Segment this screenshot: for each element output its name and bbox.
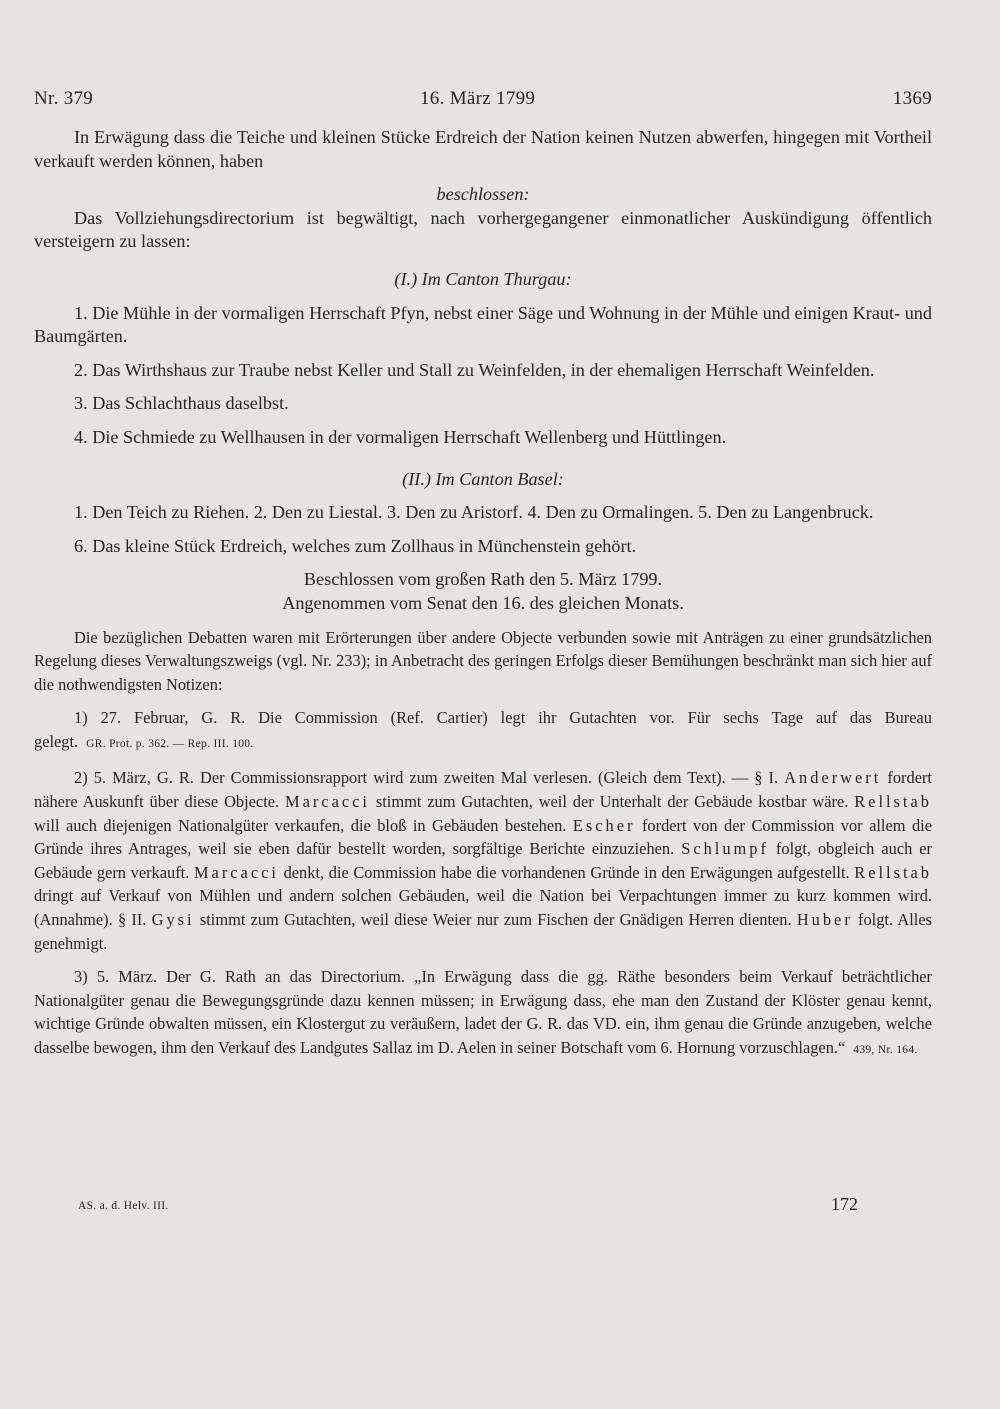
resolution-senate: Angenommen vom Senat den 16. des gleichen Monats. — [282, 592, 684, 613]
basel-heading: (II.) Im Canton Basel: — [402, 468, 564, 489]
speaker-name: Rellstab — [854, 792, 932, 812]
basel-item: 1. Den Teich zu Riehen. 2. Den zu Liestal. 3. Den zu Aristorf. 4. Den zu Ormalingen. 5. Den zu Langenbruck. — [74, 502, 874, 523]
note-1 — [34, 706, 932, 756]
note-2-text: will auch diejenigen Nationalgüter verkaufen, die bloß in Gebäuden bestehen. — [34, 815, 567, 835]
notes-intro: Die bezüglichen Debatten waren mit Erörterungen über andere Objecte verbunden sowie mit Anträgen zu einer grundsätzlichen Regelung dieses Verwaltungszweigs (vgl. Nr. 233); in Anbetracht des geringen Erfolgs dieser Bemühungen beschränkt man sich hier auf die nothwendigsten Notizen: — [34, 627, 932, 694]
directorium-paragraph: Das Vollziehungsdirectorium ist begwältigt, nach vorhergegangener einmonatlicher Auskündigung öffentlich versteigern zu lassen: — [34, 207, 932, 252]
note-2-text: folgt. Alles genehmigt. — [34, 910, 932, 953]
sheet-number: 172 — [831, 1194, 858, 1214]
speaker-name: Gysi — [151, 910, 195, 930]
note-2-text: 2) 5. März, G. R. Der Commissionsrapport wird zum zweiten Mal verlesen. (Gleich dem Text). — § I. — [74, 768, 779, 788]
document-number: Nr. 379 — [34, 88, 94, 109]
note-3-reference: 439, Nr. 164. — [853, 1044, 918, 1056]
note-2 — [34, 766, 932, 955]
thurgau-heading: (I.) Im Canton Thurgau: — [394, 268, 572, 289]
note-2-text: dringt auf Verkauf von Mühlen und andern solchen Gebäuden, weil die Nation bei Verpachtungen immer zu kurz kommen wird. (Annahme). § II. — [34, 886, 932, 930]
speaker-name: Marcacci — [285, 792, 370, 812]
signature-mark: AS. a. d. Helv. III. — [78, 1200, 169, 1212]
basel-item: 6. Das kleine Stück Erdreich, welches zum Zollhaus in Münchenstein gehört. — [74, 535, 637, 556]
resolution-great-council: Beschlossen vom großen Rath den 5. März 1799. — [303, 569, 663, 590]
speaker-name: Rellstab — [854, 862, 932, 882]
intro-paragraph: In Erwägung dass die Teiche und kleinen Stücke Erdreich der Nation keinen Nutzen abwerfen, hingegen mit Vortheil verkauft werden können, haben — [34, 127, 932, 171]
thurgau-item: 2. Das Wirthshaus zur Traube nebst Keller und Stall zu Weinfelden, in der ehemaligen Herrschaft Weinfelden. — [74, 359, 875, 380]
speaker-name: Marcacci — [193, 862, 279, 882]
beschlossen-heading: beschlossen: — [436, 184, 530, 205]
note-2-text: stimmt zum Gutachten, weil der Unterhalt der Gebäude kostbar wäre. — [375, 792, 849, 812]
note-1-reference: GR. Prot. p. 362. — Rep. III. 100. — [86, 737, 254, 750]
note-3 — [34, 965, 932, 1062]
note-2-text: stimmt zum Gutachten, weil diese Weier nur zum Fischen der Gnädigen Herren dienten. — [199, 910, 792, 930]
notes-section — [34, 626, 932, 1063]
speaker-name: Anderwert — [784, 768, 882, 788]
note-2-text: fordert von der Commission vor allem die Gründe ihres Antrages, weil sie eben dafür bestellt worden, sorgfältige Berichte einzuziehen. — [34, 815, 932, 859]
note-2-text: fordert nähere Auskunft über diese Objecte. — [34, 768, 932, 812]
thurgau-item: 4. Die Schmiede zu Wellhausen in der vormaligen Herrschaft Wellenberg und Hüttlingen. — [74, 426, 727, 447]
thurgau-item: 3. Das Schlachthaus daselbst. — [74, 393, 289, 414]
note-3-text: 3) 5. März. Der G. Rath an das Directorium. „In Erwägung dass die gg. Räthe besonders beim Verkauf beträchtlicher Nationalgüter genau die Bewegungsgründe dazu kennen müssen; in Erwägung dass, ehe man den Zustand der Klöster genau kennt, wichtige Gründe obwalten müssen, ein Klostergut zu veräußern, ladet der G. R. das VD. ein, ihm genau die Gründe anzugeben, welche dasselbe bewogen, ihm den Verkauf des Landgutes Sallaz im D. Aelen in seiner Botschaft vom 6. Hornung vorzuschlagen.“ — [34, 967, 932, 1057]
main-text — [34, 126, 932, 1063]
thurgau-item: 1. Die Mühle in der vormaligen Herrschaft Pfyn, nebst einer Säge und Wohnung in der Mühle und einigen Kraut- und Baumgärten. — [34, 302, 932, 347]
document-date: 16. März 1799 — [420, 88, 536, 109]
note-2-text: denkt, die Commission habe die vorhandenen Gründe in den Erwägungen aufgestellt. — [283, 862, 850, 882]
speaker-name: Huber — [796, 910, 853, 930]
note-2-text: folgt, obgleich auch er Gebäude gern verkauft. — [34, 839, 932, 882]
speaker-name: Escher — [572, 815, 636, 835]
page-number: 1369 — [892, 88, 932, 109]
speaker-name: Schlumpf — [681, 839, 769, 859]
note-1-text: 1) 27. Februar, G. R. Die Commission (Ref. Cartier) legt ihr Gutachten vor. Für sechs Tage auf das Bureau gelegt. — [34, 708, 932, 751]
